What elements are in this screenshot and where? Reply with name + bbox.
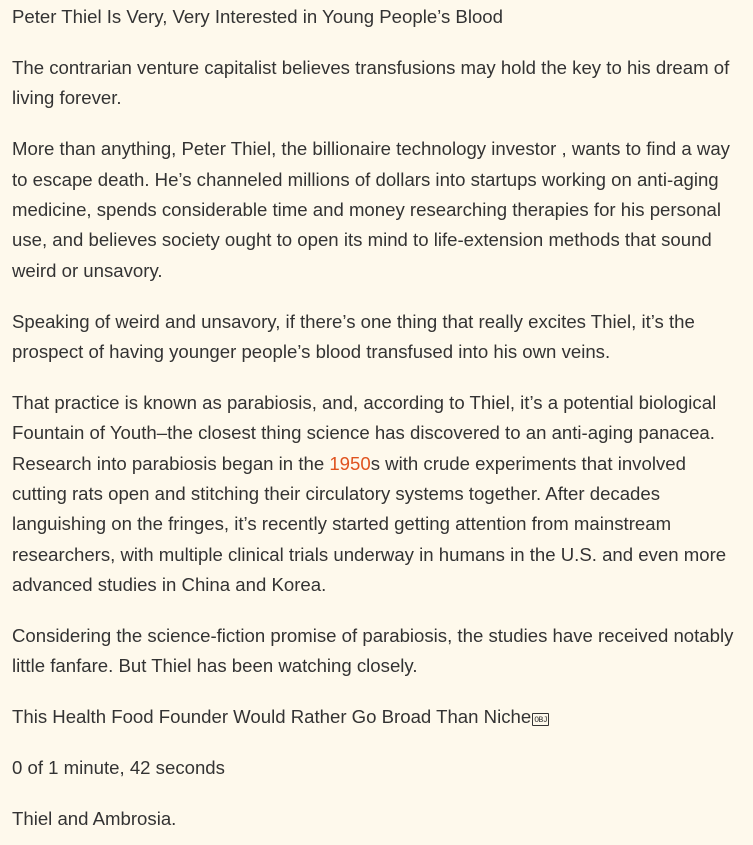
video-progress: 0 of 1 minute, 42 seconds <box>12 757 225 779</box>
image-caption: Thiel and Ambrosia. <box>12 807 177 829</box>
paragraph-4: Considering the science-fiction promise of parabiosis, the studies have received notably little fanfare. But Thiel has been watching closely. <box>12 625 734 677</box>
paragraph-1: More than anything, Peter Thiel, the billionaire technology investor , wants to find a way to escape death. He’s channeled millions of dollars into startups working on anti-aging medicine, spends considerable time and money researching therapies for his personal use, and believes society ought to open its mind to life-extension methods that sound weird or unsavory. <box>12 138 730 281</box>
paragraph-2: Speaking of weird and unsavory, if there’s one thing that really excites Thiel, it’s the prospect of having younger people’s blood transfused into his own veins. <box>12 310 695 363</box>
video-title[interactable] <box>12 702 741 732</box>
video-title-text[interactable]: This Health Food Founder Would Rather Go Broad Than Niche <box>12 706 532 728</box>
object-replacement-icon: OBJ <box>532 713 549 726</box>
paragraph-3-text-before: That practice is known as parabiosis, and, according to Thiel, it’s a potential biological Fountain of Youth–the closest thing science has discovered to an anti-aging panacea. Research into parabiosis began in the <box>12 391 717 474</box>
paragraph-3-text-after: s with crude experiments that involved cutting rats open and stitching their circulatory systems together. After decades languishing on the fringes, it’s recently started getting attention from mainstream researchers, with multiple clinical trials underway in humans in the U.S. and even more advanced studies in China and Korea. <box>12 452 727 596</box>
article-dek: The contrarian venture capitalist believes transfusions may hold the key to his dream of living forever. <box>12 57 730 109</box>
article-title: Peter Thiel Is Very, Very Interested in Young People’s Blood <box>12 6 503 27</box>
link-1950[interactable]: 1950 <box>329 452 371 474</box>
paragraph-3 <box>12 388 741 601</box>
